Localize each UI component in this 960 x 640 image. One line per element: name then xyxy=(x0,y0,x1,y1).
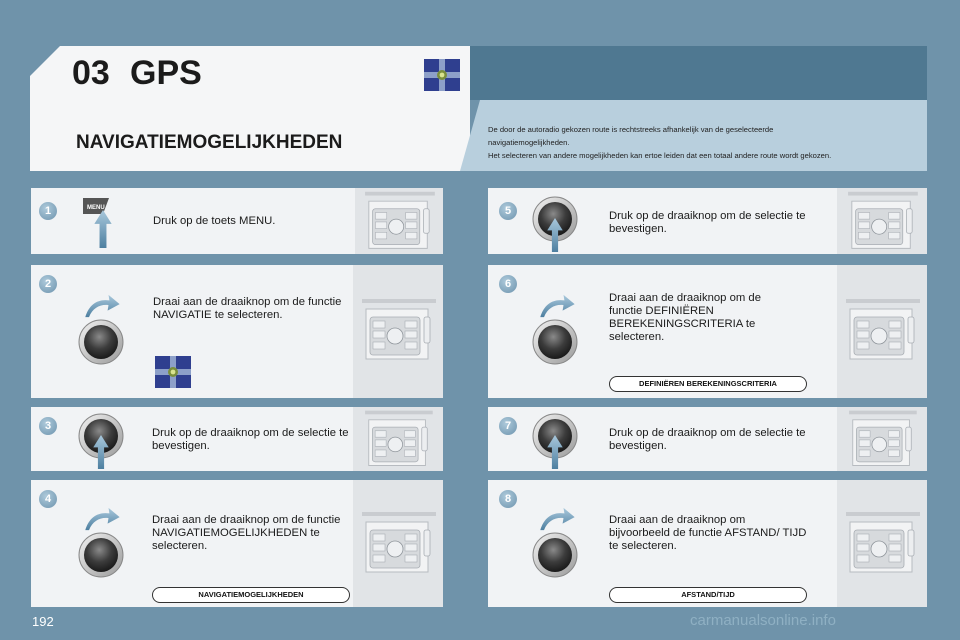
rotate-arrow-icon xyxy=(538,506,576,532)
step-card-1 xyxy=(31,188,443,254)
radio-photo xyxy=(837,407,927,471)
press-arrow-icon xyxy=(91,435,111,469)
chapter-number: 03 xyxy=(72,54,110,92)
svg-text:MENU: MENU xyxy=(87,205,105,211)
radio-illustration xyxy=(837,508,927,578)
radio-photo xyxy=(355,188,443,254)
rotate-arrow-icon xyxy=(83,506,121,532)
radio-illustration xyxy=(837,188,927,254)
watermark: carmanualsonline.info xyxy=(690,612,836,629)
step-text: Druk op de draaiknop om de selectie te bevestigen. xyxy=(609,210,806,235)
rotary-knob-icon xyxy=(78,319,124,365)
step-number-badge: 6 xyxy=(499,275,517,293)
radio-illustration xyxy=(355,188,443,254)
step-text: Druk op de draaiknop om de selectie te bevestigen. xyxy=(609,427,806,452)
menu-option-label: AFSTAND/TIJD xyxy=(609,587,807,603)
step-card-8 xyxy=(488,480,927,607)
step-text: Draai aan de draaiknop om de functie NAVIGATIEMOGELIJKHEDEN te selecteren. xyxy=(152,514,341,552)
step-text: Druk op de draaiknop om de selectie te bevestigen. xyxy=(152,427,349,452)
menu-option-label: NAVIGATIEMOGELIJKHEDEN xyxy=(152,587,350,603)
step-number-badge: 5 xyxy=(499,202,517,220)
chapter-title: GPS xyxy=(130,54,202,92)
radio-illustration xyxy=(837,295,927,365)
menu-option-label: DEFINIËREN BEREKENINGSCRITERIA xyxy=(609,376,807,392)
step-card-3 xyxy=(31,407,443,471)
gps-icon xyxy=(155,356,191,388)
step-number-badge: 8 xyxy=(499,490,517,508)
description-line-2: navigatiemogelijkheden. xyxy=(488,138,570,147)
press-arrow-icon xyxy=(545,218,565,252)
radio-photo xyxy=(837,480,927,607)
rotary-knob-icon xyxy=(78,532,124,578)
intro-description xyxy=(488,123,928,162)
radio-illustration xyxy=(837,407,927,471)
rotate-arrow-icon xyxy=(538,293,576,319)
description-line-1: De door de autoradio gekozen route is rechtstreeks afhankelijk van de geselecteerde xyxy=(488,125,774,134)
rotate-arrow-icon xyxy=(83,293,121,319)
step-card-2 xyxy=(31,265,443,398)
step-card-7 xyxy=(488,407,927,471)
radio-photo xyxy=(837,265,927,398)
step-number-badge: 4 xyxy=(39,490,57,508)
section-title: NAVIGATIEMOGELIJKHEDEN xyxy=(76,132,343,153)
step-text: Druk op de toets MENU. xyxy=(153,215,276,227)
step-text: Draai aan de draaiknop om de functie NAVIGATIE te selecteren. xyxy=(153,296,342,321)
step-number-badge: 3 xyxy=(39,417,57,435)
step-number-badge: 7 xyxy=(499,417,517,435)
radio-photo xyxy=(353,265,443,398)
press-arrow-icon xyxy=(93,210,113,248)
rotary-knob-icon xyxy=(532,532,578,578)
step-card-5 xyxy=(488,188,927,254)
step-text: Draai aan de draaiknop om bijvoorbeeld de functie AFSTAND/ TIJD te selecteren. xyxy=(609,514,807,552)
description-line-3: Het selecteren van andere mogelijkheden kan ertoe leiden dat een totaal andere route wordt gekozen. xyxy=(488,151,832,160)
step-number-badge: 1 xyxy=(39,202,57,220)
gps-icon xyxy=(424,59,460,91)
step-number-badge: 2 xyxy=(39,275,57,293)
step-card-6 xyxy=(488,265,927,398)
header-dark-band xyxy=(470,46,927,100)
press-arrow-icon xyxy=(545,435,565,469)
step-card-4 xyxy=(31,480,443,607)
page-number: 192 xyxy=(32,614,54,629)
radio-photo xyxy=(837,188,927,254)
rotary-knob-icon xyxy=(532,319,578,365)
step-text: Draai aan de draaiknop om de functie DEFINIËREN BEREKENINGSCRITERIA te selecteren. xyxy=(609,292,761,343)
